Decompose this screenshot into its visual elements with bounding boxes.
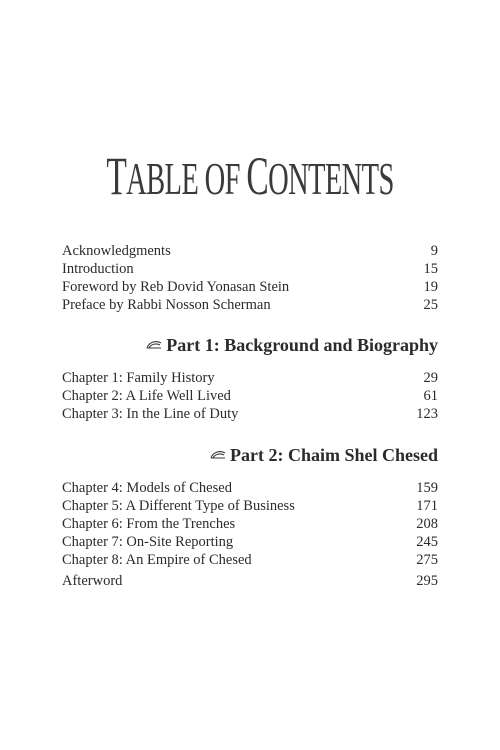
toc-entry-label: Chapter 2: A Life Well Lived [62, 388, 231, 404]
toc-entry-chapter-1[interactable] [62, 369, 438, 387]
toc-entry-page: 295 [416, 573, 438, 589]
toc-entry-acknowledgments[interactable] [62, 242, 438, 260]
toc-entry-page: 25 [423, 297, 438, 313]
toc-entry-chapter-6[interactable] [62, 515, 438, 533]
back-matter-list [62, 572, 438, 590]
toc-entry-foreword[interactable] [62, 278, 438, 296]
toc-entry-label: Chapter 3: In the Line of Duty [62, 406, 239, 422]
toc-entry-page: 208 [416, 516, 438, 532]
part-1-heading[interactable] [62, 334, 438, 356]
toc-entry-label: Chapter 8: An Empire of Chesed [62, 552, 252, 568]
toc-entry-chapter-2[interactable] [62, 387, 438, 405]
part-2-title: Part 2: Chaim Shel Chesed [230, 445, 438, 465]
toc-entry-label: Chapter 4: Models of Chesed [62, 480, 232, 496]
part-1-title: Part 1: Background and Biography [166, 335, 438, 355]
ornament-icon [146, 340, 162, 350]
toc-entry-chapter-4[interactable] [62, 479, 438, 497]
toc-entry-afterword[interactable] [62, 572, 438, 590]
toc-entry-introduction[interactable] [62, 260, 438, 278]
part-2-heading[interactable] [62, 444, 438, 466]
page-title [95, 145, 405, 206]
ornament-icon [210, 450, 226, 460]
front-matter-list [62, 242, 438, 314]
toc-entry-page: 159 [416, 480, 438, 496]
toc-entry-page: 29 [423, 370, 438, 386]
toc-entry-label: Chapter 7: On-Site Reporting [62, 534, 234, 550]
toc-entry-label: Chapter 5: A Different Type of Business [62, 498, 295, 514]
toc-entry-page: 19 [423, 279, 438, 295]
toc-entry-chapter-7[interactable] [62, 533, 438, 551]
title-initial-3: C [246, 145, 269, 206]
toc-entry-page: 61 [423, 388, 438, 404]
toc-entry-chapter-3[interactable] [62, 405, 438, 423]
title-rest-3: ONTENTS [268, 152, 394, 204]
toc-entry-chapter-5[interactable] [62, 497, 438, 515]
toc-entry-label: Preface by Rabbi Nosson Scherman [62, 297, 271, 313]
toc-entry-label: Chapter 1: Family History [62, 370, 215, 386]
toc-entry-preface[interactable] [62, 296, 438, 314]
toc-entry-page: 171 [416, 498, 438, 514]
toc-entry-label: Acknowledgments [62, 243, 171, 259]
toc-entry-label: Chapter 6: From the Trenches [62, 516, 236, 532]
title-word-2: OF [204, 152, 240, 204]
toc-entry-label: Introduction [62, 261, 134, 277]
part-1-chapter-list [62, 369, 438, 423]
toc-entry-label: Afterword [62, 573, 123, 589]
toc-entry-page: 15 [423, 261, 438, 277]
toc-entry-page: 9 [430, 243, 438, 259]
toc-entry-label: Foreword by Reb Dovid Yonasan Stein [62, 279, 290, 295]
toc-entry-chapter-8[interactable] [62, 551, 438, 569]
toc-entry-page: 275 [416, 552, 438, 568]
toc-entry-page: 245 [416, 534, 438, 550]
toc-entry-page: 123 [416, 406, 438, 422]
title-rest-1: ABLE [126, 152, 199, 204]
part-2-chapter-list [62, 479, 438, 569]
title-initial-1: T [106, 145, 127, 206]
